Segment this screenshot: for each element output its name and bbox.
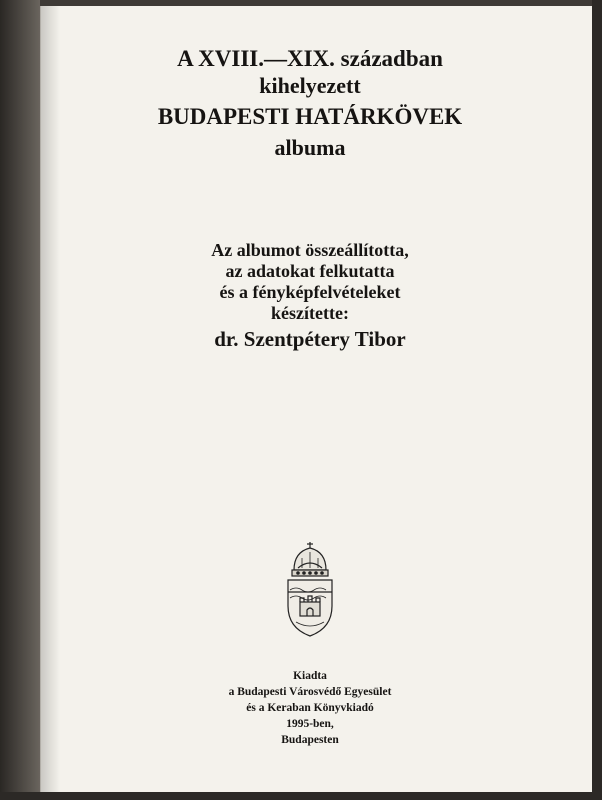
title-block	[60, 46, 560, 162]
credits-line-3: és a fényképfelvételeket	[219, 282, 401, 302]
imprint-line-4: 1995-ben,	[286, 718, 334, 730]
imprint-line-5: Budapesten	[281, 734, 339, 746]
credits-line-1: Az albumot összeállította,	[211, 240, 409, 260]
title-line-2: kihelyezett	[259, 73, 361, 98]
author-name: dr. Szentpétery Tibor	[214, 327, 406, 351]
bottom-scan-edge	[0, 792, 602, 800]
title-line-3: BUDAPESTI HATÁRKÖVEK	[157, 104, 463, 129]
title-line-1: A XVIII.—XIX. században	[177, 46, 443, 71]
imprint-line-2: a Budapesti Városvédő Egyesület	[228, 686, 392, 698]
budapest-coat-of-arms-icon	[280, 540, 340, 640]
credits-line-2: az adatokat felkutatta	[225, 261, 395, 281]
credits-block	[60, 240, 560, 354]
right-scan-edge	[592, 0, 602, 800]
book-spine-edge	[0, 0, 40, 800]
title-line-4: albuma	[274, 135, 346, 160]
credits-line-4: készítette:	[271, 303, 349, 323]
page-gutter-shadow	[40, 6, 60, 792]
imprint-block	[60, 668, 560, 748]
imprint-line-3: és a Keraban Könyvkiadó	[246, 702, 374, 714]
imprint-line-1: Kiadta	[293, 670, 327, 682]
